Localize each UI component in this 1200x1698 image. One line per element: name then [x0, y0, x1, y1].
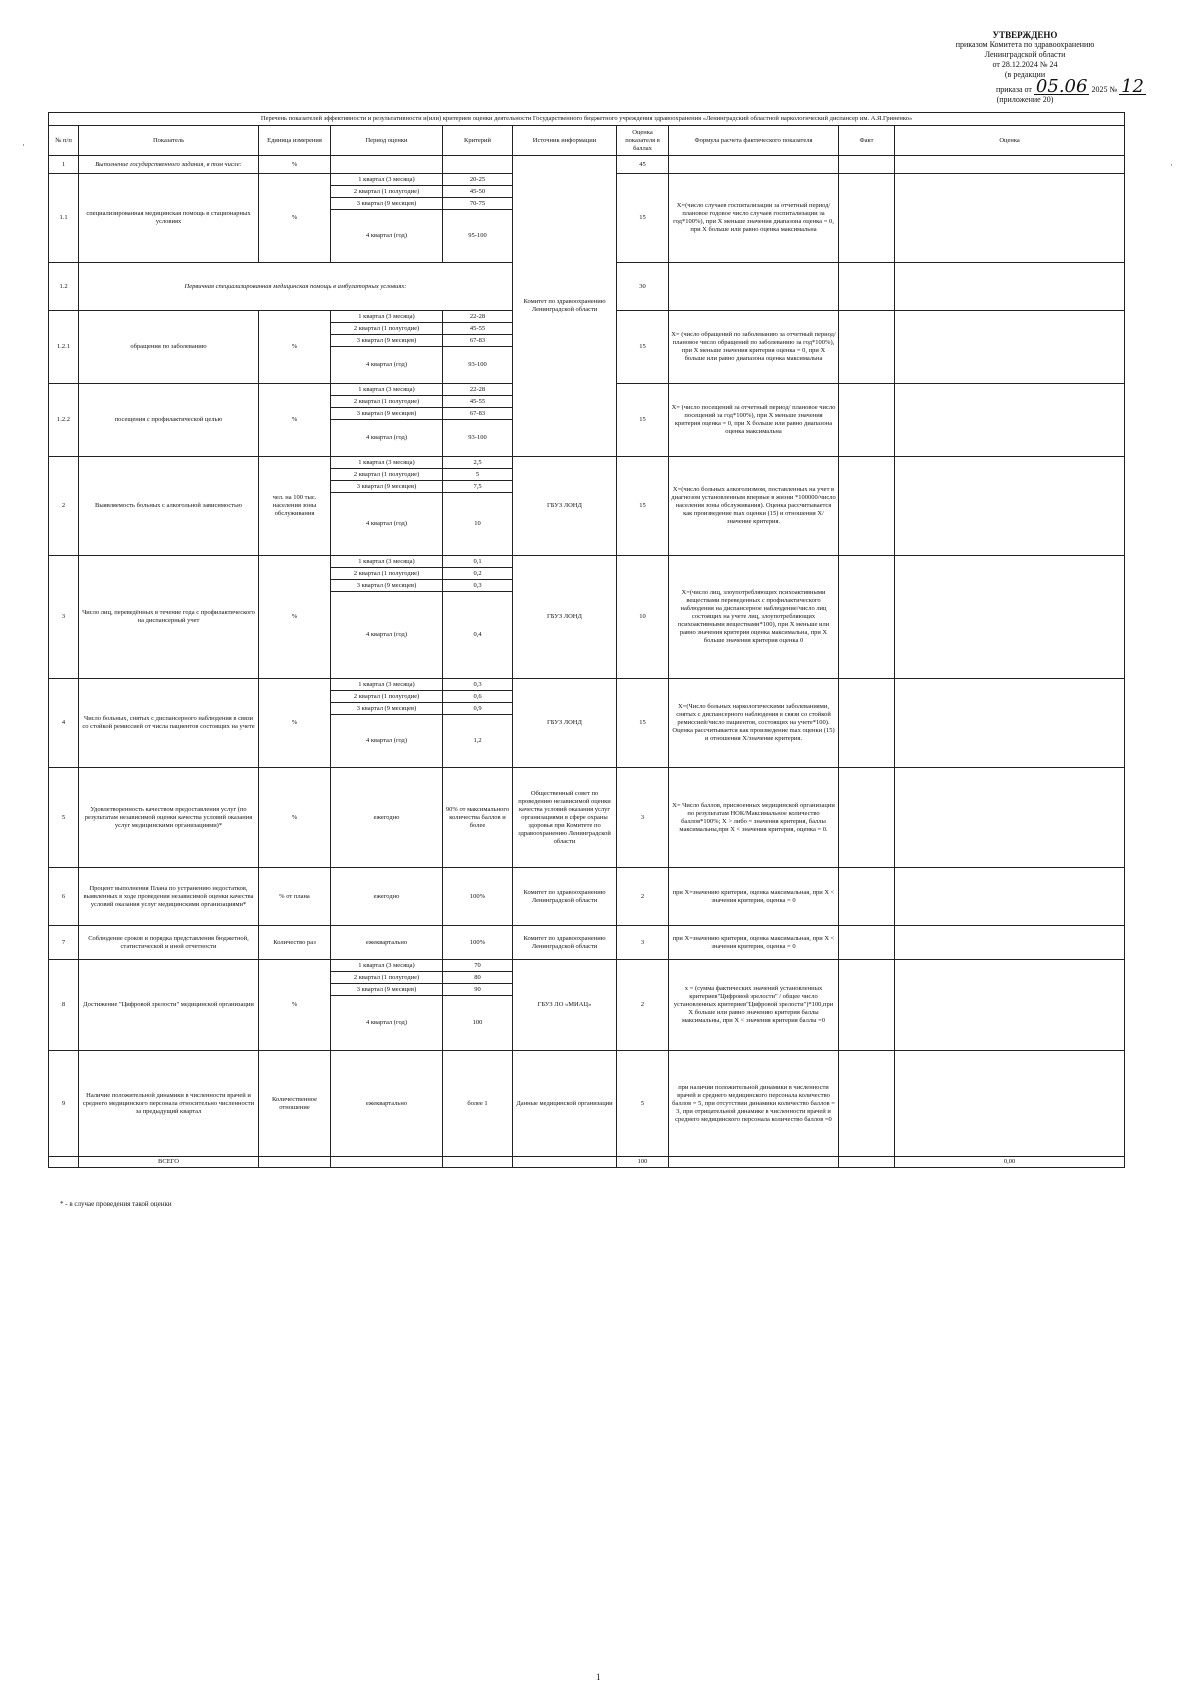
criterion-q3: 70-75: [443, 198, 512, 210]
row-criterion-stack: [443, 556, 513, 679]
criterion-q2: 45-55: [443, 396, 512, 408]
period-q4: 4 квартал (год): [366, 631, 407, 638]
period-q3: 3 квартал (9 месяцев): [331, 703, 442, 715]
row-eval: [895, 960, 1125, 1051]
period-q1: 1 квартал (3 месяца): [331, 311, 442, 323]
row-fact: [839, 868, 895, 926]
order-number-handwritten: 12: [1121, 76, 1144, 97]
period-q3: 3 квартал (9 месяцев): [331, 408, 442, 420]
row-indicator: Достижение "Цифровой зрелости" медицинской организации: [79, 960, 259, 1051]
row-formula: [669, 1157, 839, 1168]
row-period: [331, 156, 443, 174]
row-eval: [895, 384, 1125, 457]
period-q4: 4 квартал (год): [366, 232, 407, 239]
row-criterion: более 1: [443, 1051, 513, 1157]
row-unit: %: [259, 679, 331, 768]
row-period-stack: [331, 174, 443, 263]
criterion-q3: 7,5: [443, 481, 512, 493]
table-title: Перечень показателей эффективности и результативности и(или) критериев оценки деятельности Государственного бюджетного учреждения здравоохранения «Ленинградский областной наркологический диспансер им. А.Я.Гриненко»: [49, 113, 1125, 126]
row-fact: [839, 174, 895, 263]
row-num: 1.2: [49, 263, 79, 311]
row-indicator: Выполнение государственного задания, в том числе:: [79, 156, 259, 174]
row-score: 2: [617, 868, 669, 926]
criterion-q3: 90: [443, 984, 512, 996]
header-num: № п/п: [49, 126, 79, 156]
total-label: ВСЕГО: [79, 1157, 259, 1168]
criterion-q2: 0,6: [443, 691, 512, 703]
row-source: Комитет по здравоохранению Ленинградской области: [513, 926, 617, 960]
row-criterion-stack: [443, 384, 513, 457]
period-q3: 3 квартал (9 месяцев): [331, 198, 442, 210]
header-unit: Единица измерения: [259, 126, 331, 156]
row-criterion-stack: [443, 311, 513, 384]
approval-order-line: [900, 76, 1150, 97]
period-q2: 2 квартал (1 полугодие): [331, 568, 442, 580]
criterion-q3: 0,3: [443, 580, 512, 592]
row-unit: % от плана: [259, 868, 331, 926]
row-eval: [895, 156, 1125, 174]
total-row: [49, 1157, 1125, 1168]
row-indicator: Удовлетворенность качеством предоставления услуг (по результатам независимой оценки качества условий оказания услуг медицинскими организациями)*: [79, 768, 259, 868]
period-q3: 3 квартал (9 месяцев): [331, 984, 442, 996]
row-fact: [839, 556, 895, 679]
page-number: 1: [596, 1672, 601, 1682]
row-period-stack: [331, 311, 443, 384]
footnote: * - в случае проведения такой оценки: [60, 1200, 172, 1208]
row-formula: х = (сумма фактических значений установленных критериев"Цифровой зрелости" / общее число установленных критериев"Цифровой зрелости")*100,при Х больше или равно значению критерия баллы максимальны, при Х < значения критерия баллы =0: [669, 960, 839, 1051]
period-q1: 1 квартал (3 месяца): [331, 679, 442, 691]
header-formula: Формула расчета фактического показателя: [669, 126, 839, 156]
row-eval: [895, 768, 1125, 868]
row-period: [331, 1157, 443, 1168]
row-criterion: [443, 156, 513, 174]
row-unit: %: [259, 384, 331, 457]
row-criterion-stack: [443, 679, 513, 768]
period-q4: 4 квартал (год): [366, 1019, 407, 1026]
row-period-stack: [331, 556, 443, 679]
criterion-q1: 0,3: [443, 679, 512, 691]
row-eval: [895, 457, 1125, 556]
header-eval: Оценка: [895, 126, 1125, 156]
row-indicator: Выявляемость больных с алкогольной зависимостью: [79, 457, 259, 556]
row-unit: %: [259, 156, 331, 174]
period-q4: 4 квартал (год): [366, 737, 407, 744]
header-source: Источник информации: [513, 126, 617, 156]
approval-head: УТВЕРЖДЕНО: [992, 30, 1058, 40]
row-unit: %: [259, 556, 331, 679]
row-fact: [839, 1157, 895, 1168]
row-indicator: Соблюдение сроков и порядка представления бюджетной, статистической и иной отчетности: [79, 926, 259, 960]
period-q4: 4 квартал (год): [366, 434, 407, 441]
row-unit: [259, 1157, 331, 1168]
criterion-q2: 45-50: [443, 186, 512, 198]
row-num: 3: [49, 556, 79, 679]
row-formula: Х=(число лиц, злоупотребляющих психоактивными веществами переведенных с профилактического наблюдения на диспансерное наблюдение/число лиц состоящих на учете лиц, злоупотребляющих психоактивными веществами*100), при Х меньше или равно значения критерия оценка максимальна, при Х больше значения критерия оценка 0: [669, 556, 839, 679]
period-q2: 2 квартал (1 полугодие): [331, 323, 442, 335]
row-formula: Х=(Число больных наркологическими заболеваниями, снятых с диспансерного наблюдения в связи со стойкой ремиссией/число пациентов, состоящих на учете*100). Оценка рассчитывается как произведение max оценки (15) и отношения Х/значение критерия.: [669, 679, 839, 768]
criterion-q1: 70: [443, 960, 512, 972]
row-num: 9: [49, 1051, 79, 1157]
row-source: ГБУЗ ЛО «МИАЦ»: [513, 960, 617, 1051]
row-source: Комитет по здравоохранению Ленинградской области: [513, 868, 617, 926]
row-score: 3: [617, 768, 669, 868]
row-formula: Х= Число баллов, присвоенных медицинской организации по результатам НОК/Максимальное количество баллов*100%; Х > либо = значения критерия, баллы максимальны,при Х < значения критерия, оценка = 0.: [669, 768, 839, 868]
row-eval: [895, 263, 1125, 311]
header-criterion: Критерий: [443, 126, 513, 156]
order-year: 2025 №: [1091, 85, 1118, 94]
row-formula: Х=(число случаев госпитализации за отчетный период/ плановое годовое число случаев госпитализации за год*100%), при Х меньше значения диапазона оценка = 0, при Х больше или равно оценка максимальна: [669, 174, 839, 263]
approval-line-4: (в редакции: [1004, 70, 1046, 79]
criterion-q2: 80: [443, 972, 512, 984]
row-criterion-stack: [443, 457, 513, 556]
row-num: [49, 1157, 79, 1168]
criterion-q1: 0,1: [443, 556, 512, 568]
table-row: [49, 768, 1125, 868]
row-criterion: 100%: [443, 926, 513, 960]
row-num: 6: [49, 868, 79, 926]
table-row: [49, 679, 1125, 768]
period-q4: 4 квартал (год): [366, 361, 407, 368]
approval-line-2: Ленинградской области: [984, 50, 1066, 59]
row-source: Данные медицинской организации: [513, 1051, 617, 1157]
row-formula: при Х=значению критерия, оценка максимальная, при Х < значения критерия, оценка = 0: [669, 868, 839, 926]
row-fact: [839, 156, 895, 174]
row-unit: чел. на 100 тыс. населения зоны обслуживания: [259, 457, 331, 556]
row-period: ежеквартально: [331, 926, 443, 960]
row-fact: [839, 926, 895, 960]
criterion-q3: 67-83: [443, 335, 512, 347]
table-row: [49, 926, 1125, 960]
criterion-q1: 22-28: [443, 384, 512, 396]
order-prefix: приказа от: [995, 85, 1032, 94]
period-q1: 1 квартал (3 месяца): [331, 174, 442, 186]
row-num: 1.2.2: [49, 384, 79, 457]
row-num: 1.1: [49, 174, 79, 263]
header-period: Период оценки: [331, 126, 443, 156]
row-fact: [839, 263, 895, 311]
row-period-stack: [331, 457, 443, 556]
criterion-q4: 95-100: [468, 232, 487, 239]
row-eval: [895, 679, 1125, 768]
row-eval: [895, 1051, 1125, 1157]
total-eval: 0,00: [895, 1157, 1125, 1168]
approval-line-3: от 28.12.2024 № 24: [992, 60, 1058, 69]
row-source: [513, 1157, 617, 1168]
period-q1: 1 квартал (3 месяца): [331, 960, 442, 972]
row-formula: Х= (число обращений по заболеванию за отчетный период/ плановое число обращений по заболеванию за год*100%), при Х меньше значения критерия оценка = 0, при Х больше или равно диапазона оценка максимальна: [669, 311, 839, 384]
row-criterion-stack: [443, 960, 513, 1051]
row-score: 30: [617, 263, 669, 311]
row-period-stack: [331, 960, 443, 1051]
row-fact: [839, 960, 895, 1051]
row-period-stack: [331, 679, 443, 768]
table-row: [49, 960, 1125, 1051]
total-score: 100: [617, 1157, 669, 1168]
row-num: 2: [49, 457, 79, 556]
row-fact: [839, 457, 895, 556]
row-fact: [839, 384, 895, 457]
row-unit: Количество раз: [259, 926, 331, 960]
row-score: 3: [617, 926, 669, 960]
criterion-q2: 5: [443, 469, 512, 481]
row-fact: [839, 679, 895, 768]
row-period: ежегодно: [331, 868, 443, 926]
period-q1: 1 квартал (3 месяца): [331, 457, 442, 469]
row-indicator: специализированная медицинская помощь в стационарных условиях: [79, 174, 259, 263]
row-unit: %: [259, 960, 331, 1051]
approval-appendix: (приложение 20): [996, 95, 1054, 104]
row-criterion: 90% от максимального количества баллов и более: [443, 768, 513, 868]
period-q3: 3 квартал (9 месяцев): [331, 481, 442, 493]
row-indicator: Наличие положительной динамики в численности врачей и среднего медицинского персонала относительно численности за предыдущий квартал: [79, 1051, 259, 1157]
row-formula: Х= (число посещений за отчетный период/ плановое число посещений за год*100%), при Х меньше значения критерия оценка = 0, при Х больше или равно диапазона оценка максимальна: [669, 384, 839, 457]
period-q1: 1 квартал (3 месяца): [331, 384, 442, 396]
criterion-q1: 2,5: [443, 457, 512, 469]
criterion-q2: 45-55: [443, 323, 512, 335]
row-eval: [895, 311, 1125, 384]
row-score: 15: [617, 679, 669, 768]
period-q1: 1 квартал (3 месяца): [331, 556, 442, 568]
row-indicator: Число больных, снятых с диспансерного наблюдения в связи со стойкой ремиссией от числа пациентов состоящих на учете: [79, 679, 259, 768]
row-source: ГБУЗ ЛОНД: [513, 457, 617, 556]
row-formula: при Х=значению критерия, оценка максимальная, при Х < значения критерия, оценка = 0: [669, 926, 839, 960]
criterion-q4: 0,4: [473, 631, 482, 638]
table-row: [49, 156, 1125, 174]
row-indicator: посещения с профилактической целью: [79, 384, 259, 457]
row-period: ежеквартально: [331, 1051, 443, 1157]
row-criterion: [443, 1157, 513, 1168]
criterion-q4: 93-100: [468, 361, 487, 368]
row-eval: [895, 174, 1125, 263]
row-unit: Количественное отношение: [259, 1051, 331, 1157]
table-row: [49, 1051, 1125, 1157]
row-formula: при наличии положительной динамики в численности врачей и среднего медицинского персонала количество баллов = 5, при отсутствии динамики количество баллов = 3, при отрицательной динамике в численности врачей и среднего медицинского персонала количество баллов =0: [669, 1051, 839, 1157]
row-eval: [895, 868, 1125, 926]
row-source-shared: Комитет по здравоохранению Ленинградской области: [513, 156, 617, 457]
header-fact: Факт: [839, 126, 895, 156]
row-source: ГБУЗ ЛОНД: [513, 556, 617, 679]
indicators-table: [48, 112, 1125, 1168]
criterion-q4: 1,2: [473, 737, 482, 744]
row-criterion-stack: [443, 174, 513, 263]
row-score: 15: [617, 311, 669, 384]
row-fact: [839, 768, 895, 868]
row-num: 8: [49, 960, 79, 1051]
row-num: 1: [49, 156, 79, 174]
period-q3: 3 квартал (9 месяцев): [331, 335, 442, 347]
row-eval: [895, 556, 1125, 679]
row-source: Общественный совет по проведению независимой оценки качества условий оказания услуг организациями в сфере охраны здоровья при Комитете по здравоохранению Ленинградской области: [513, 768, 617, 868]
row-score: 15: [617, 174, 669, 263]
row-unit: %: [259, 768, 331, 868]
criterion-q1: 20-25: [443, 174, 512, 186]
period-q4: 4 квартал (год): [366, 520, 407, 527]
row-formula: [669, 263, 839, 311]
row-score: 2: [617, 960, 669, 1051]
row-criterion: 100%: [443, 868, 513, 926]
criterion-q4: 93-100: [468, 434, 487, 441]
row-unit: %: [259, 311, 331, 384]
row-num: 4: [49, 679, 79, 768]
header-indicator: Показатель: [79, 126, 259, 156]
row-score: 15: [617, 457, 669, 556]
row-indicator: Процент выполнения Плана по устранению недостатков, выявленных в ходе проведения независимой оценки качества условий оказания услуг медицинскими организациями*: [79, 868, 259, 926]
period-q2: 2 квартал (1 полугодие): [331, 691, 442, 703]
indicators-table-wrap: [48, 112, 1124, 1168]
scan-mark: ·: [22, 140, 25, 150]
period-q2: 2 квартал (1 полугодие): [331, 396, 442, 408]
row-num: 1.2.1: [49, 311, 79, 384]
period-q2: 2 квартал (1 полугодие): [331, 972, 442, 984]
row-indicator: обращения по заболеванию: [79, 311, 259, 384]
criterion-q4: 100: [472, 1019, 483, 1026]
period-q2: 2 квартал (1 полугодие): [331, 469, 442, 481]
row-num: 7: [49, 926, 79, 960]
period-q3: 3 квартал (9 месяцев): [331, 580, 442, 592]
header-score: Оценка показателя в баллах: [617, 126, 669, 156]
criterion-q1: 22-28: [443, 311, 512, 323]
criterion-q4: 10: [474, 520, 481, 527]
row-score: 10: [617, 556, 669, 679]
row-source: ГБУЗ ЛОНД: [513, 679, 617, 768]
scan-mark: ·: [1170, 160, 1173, 170]
row-num: 5: [49, 768, 79, 868]
row-fact: [839, 311, 895, 384]
period-q2: 2 квартал (1 полугодие): [331, 186, 442, 198]
approval-block: [900, 30, 1150, 105]
row-formula: [669, 156, 839, 174]
row-fact: [839, 1051, 895, 1157]
row-unit: %: [259, 174, 331, 263]
row-period: ежегодно: [331, 768, 443, 868]
table-row: [49, 556, 1125, 679]
row-period-stack: [331, 384, 443, 457]
criterion-q3: 67-83: [443, 408, 512, 420]
row-formula: Х=(число больных алкоголизмом, поставленных на учет в диагнозом установленным впервые в жизни *100000/число населения зоны обслуживания). Оценка рассчитывается как произведение max оценки (15) и отношения Х/значение критерия.: [669, 457, 839, 556]
row-indicator: Первичная специализированная медицинская помощь в амбулаторных условиях:: [79, 263, 513, 311]
table-row: [49, 868, 1125, 926]
row-score: 45: [617, 156, 669, 174]
row-indicator: Число лиц, переведённых в течение года с профилактического на диспансерный учет: [79, 556, 259, 679]
approval-line-1: приказом Комитета по здравоохранению: [955, 40, 1095, 49]
row-eval: [895, 926, 1125, 960]
table-row: [49, 457, 1125, 556]
criterion-q3: 0,9: [443, 703, 512, 715]
order-date-handwritten: 05.06: [1035, 76, 1088, 97]
row-score: 5: [617, 1051, 669, 1157]
header-row: [49, 126, 1125, 156]
criterion-q2: 0,2: [443, 568, 512, 580]
row-score: 15: [617, 384, 669, 457]
